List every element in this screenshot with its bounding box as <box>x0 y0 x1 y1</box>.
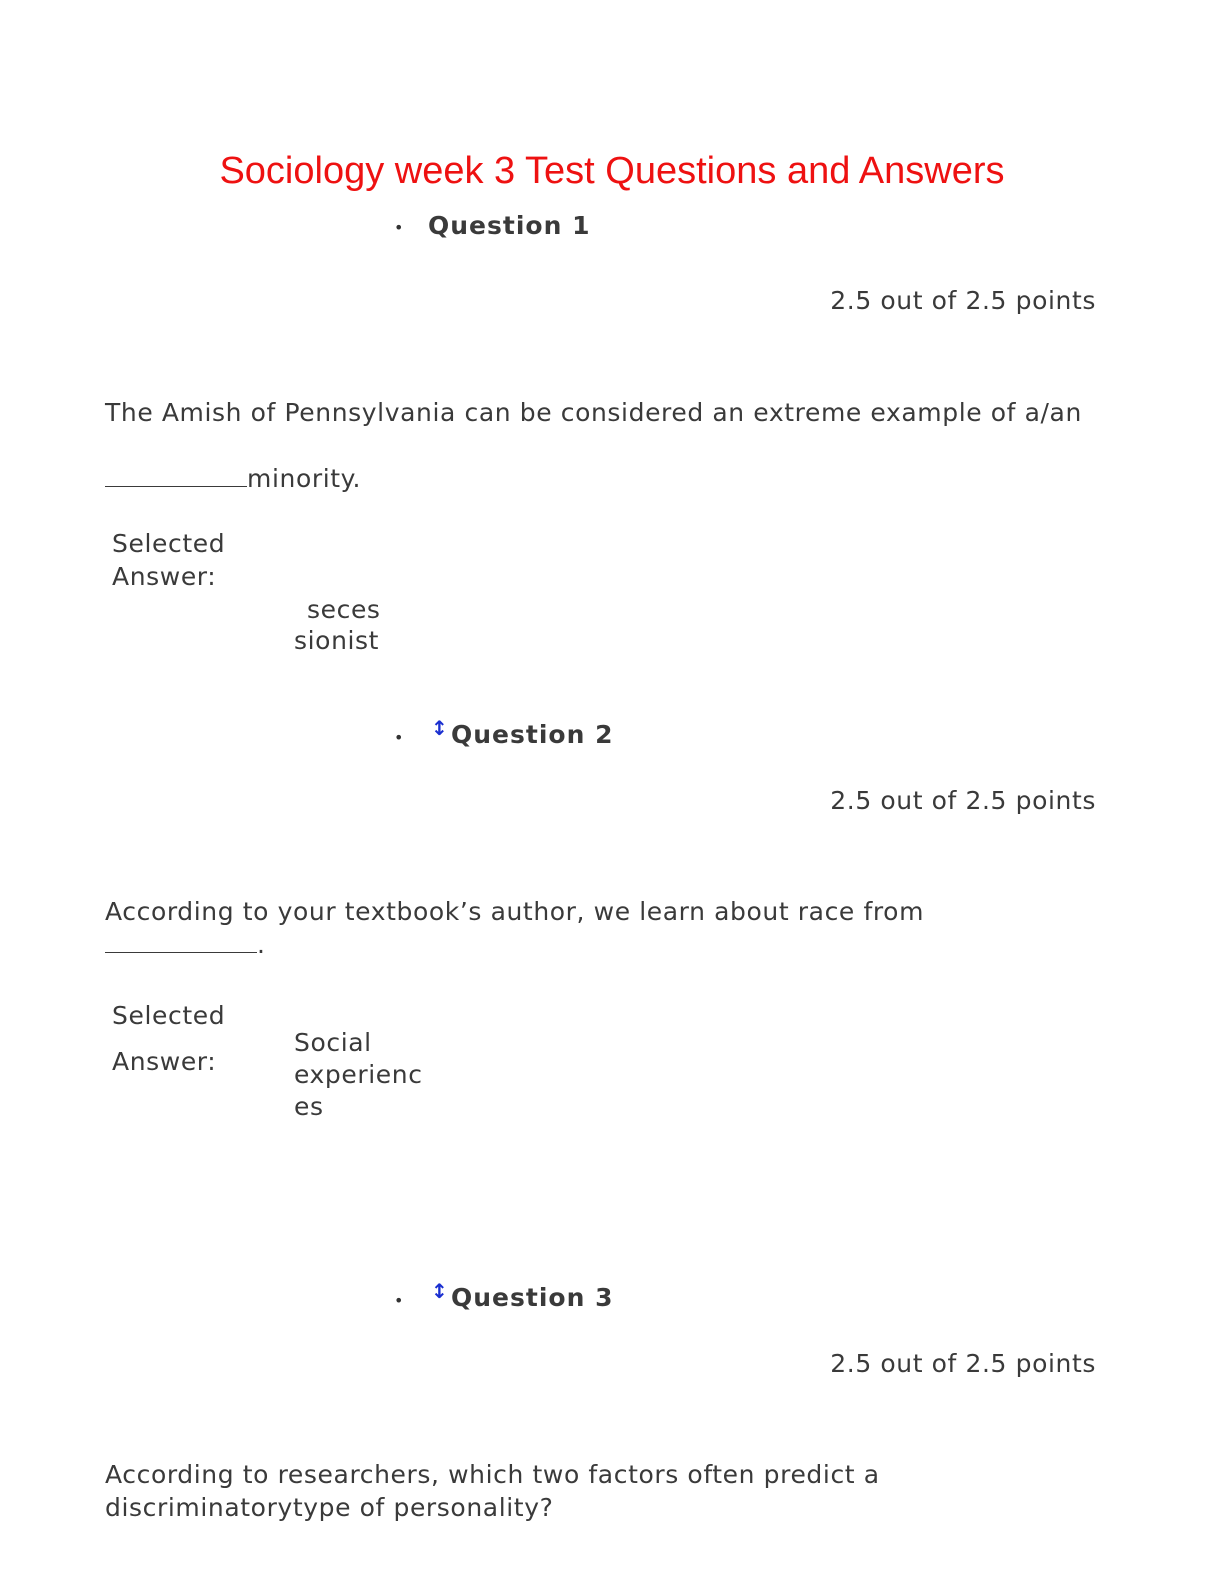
bullet: • <box>394 1291 404 1310</box>
question-text-line: The Amish of Pennsylvania can be considered an extreme example of a/an <box>105 398 1082 427</box>
selected-answer-value: Social <box>294 1028 372 1057</box>
page-title: Sociology week 3 Test Questions and Answers <box>219 150 1005 192</box>
question-heading: Question 3 <box>451 1283 614 1312</box>
selected-answer-value-continued: sionist <box>294 626 380 655</box>
question-text-line: According to your textbook’s author, we learn about race from <box>105 897 925 926</box>
selected-answer-value-continued: experienc <box>294 1060 423 1089</box>
selected-answer-label: Selected Answer: <box>112 1001 226 1076</box>
question-heading: Question 2 <box>451 720 614 749</box>
points-score: 2.5 out of 2.5 points <box>830 1349 1096 1378</box>
selected-answer-value-continued: es <box>294 1092 324 1121</box>
answer-blank <box>105 952 257 953</box>
points-score: 2.5 out of 2.5 points <box>830 286 1096 315</box>
points-score: 2.5 out of 2.5 points <box>830 786 1096 815</box>
question-text-continued <box>105 928 1105 961</box>
question-heading: Question 1 <box>428 211 591 240</box>
move-arrows-icon[interactable]: ↕ <box>431 716 448 740</box>
answer-blank <box>105 486 247 487</box>
question-text-suffix: . <box>257 930 266 959</box>
question-text: According to researchers, which two factors often predict a discriminatorytype of personality? <box>105 1460 880 1522</box>
move-arrows-icon[interactable]: ↕ <box>431 1279 448 1303</box>
question-text-suffix: minority. <box>247 464 362 493</box>
question-text <box>105 895 1105 928</box>
bullet: • <box>394 218 404 237</box>
selected-answer-value: seces <box>307 595 381 624</box>
bullet: • <box>394 728 404 747</box>
question-text <box>105 396 1105 429</box>
selected-answer-label: Selected Answer: <box>112 529 226 591</box>
question-text-continued <box>105 462 1105 495</box>
